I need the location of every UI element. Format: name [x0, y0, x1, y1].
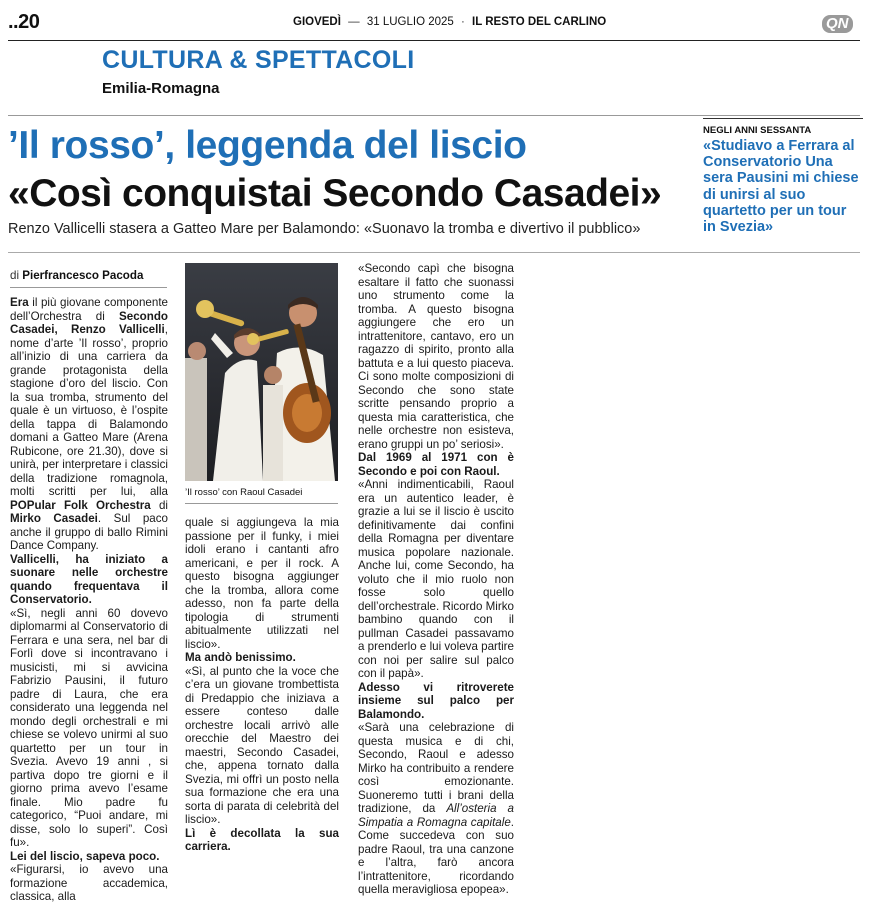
dateline	[293, 16, 606, 28]
section-region: Emilia-Romagna	[102, 80, 220, 97]
article-photo	[185, 263, 338, 481]
section-rule	[8, 115, 860, 116]
interview-answer: «Figurarsi, io avevo una formazione accademica, classica, alla	[10, 863, 168, 903]
body-rule	[8, 252, 860, 253]
photo-illustration	[185, 263, 338, 481]
interview-question	[185, 651, 339, 665]
intro-name: Secondo Casadei, Renzo Vallicelli	[10, 309, 168, 336]
page-number: ..20	[8, 11, 40, 33]
byline-author: Pierfrancesco Pacoda	[22, 269, 144, 282]
question-text: Lei del liscio, sapeva poco.	[10, 849, 160, 863]
intro-paragraph	[10, 296, 168, 553]
dateline-day: GIOVEDÌ	[293, 16, 341, 28]
intro-lead-word: Era	[10, 296, 29, 309]
byline-prefix: di	[10, 269, 20, 282]
pull-quote-rule	[703, 118, 863, 119]
interview-answer	[358, 721, 514, 897]
intro-text-a: il più giovane componente dell’Orchestra di	[10, 296, 168, 323]
question-text: Lì è decollata la sua carriera.	[185, 826, 339, 853]
photo-caption: ’Il rosso’ con Raoul Casadei	[185, 487, 303, 498]
dateline-date: 31 LUGLIO 2025	[366, 16, 454, 28]
article-column-3	[358, 262, 514, 897]
interview-question	[10, 553, 168, 607]
header-rule	[8, 40, 860, 41]
newspaper-name: IL RESTO DEL CARLINO	[472, 16, 607, 28]
pull-quote-kicker: NEGLI ANNI SESSANTA	[703, 125, 812, 136]
interview-question	[358, 681, 514, 722]
dateline-dot: ·	[461, 16, 465, 28]
interview-question	[358, 451, 514, 478]
pull-quote-text: «Studiavo a Ferrara al Conservatorio Una sera Pausini mi chiese di unirsi al suo quartetto per un tour in Svezia»	[703, 138, 859, 236]
section-title: CULTURA & SPETTACOLI	[102, 46, 415, 74]
headline-line-2: «Così conquistai Secondo Casadei»	[8, 172, 662, 215]
byline	[10, 269, 143, 282]
interview-answer: «Sì, al punto che la voce che c’era un giovane trombettista di Predappio che iniziava a essere conteso dalle orchestre locali arrivò alle orecchie del Maestro dei maestri, Secondo Casadei, che, appena tornato dalla Svezia, mi offrì un posto nella sua formazione che era una sorta di parata di celebrità del liscio».	[185, 664, 339, 826]
caption-rule	[185, 503, 338, 504]
article-column-2	[185, 516, 339, 854]
byline-rule	[10, 287, 167, 288]
qn-logo: QN	[822, 15, 853, 33]
dateline-separator: —	[348, 16, 360, 28]
interview-answer: «Sì, negli anni 60 dovevo diplomarmi al Conservatorio di Ferrara e una sera, nel bar di Forlì dove si incontravano i musicisti, mi si avvicina Fabrizio Pausini, il futuro padre di Laura, che era considerato una leggenda nel mondo degli orchestrali e mi chiese se volevo unirmi al suo quartetto per un tour in Svezia. Avevo 19 anni , si partiva dopo tre giorni e il giorno prima avevo l’esame finale. Mio padre fu categorico, “Puoi andare, mi disse, solo lo superi”. Così fu».	[10, 606, 168, 849]
pull-quote-box	[703, 118, 863, 235]
intro-text-c: di	[150, 498, 168, 512]
question-text: Vallicelli, ha iniziato a suonare nelle orchestre quando frequentava il Conservatorio.	[10, 552, 168, 606]
question-text: Ma andò benissimo.	[185, 651, 296, 664]
interview-answer: quale si aggiungeva la mia passione per il funky, i miei idoli erano i cantanti afro americani, e per il rock. A questo bisogna aggiunger che la tromba, allora come adesso, non fa parte della tipologia di strumenti abitualmente utilizzati nel liscio».	[185, 516, 339, 651]
headline-line-1: ’Il rosso’, leggenda del liscio	[8, 124, 527, 167]
intro-text-d: . Sul paco anche il gruppo di ballo Rimini Dance Company.	[10, 512, 169, 552]
interview-question	[10, 850, 168, 864]
intro-text-b: , nome d’arte ’Il rosso’, proprio all’inizio di una carriera da grande protagonista della stagione d’oro del liscio. Con la sua tromba, strumento del quale è un virtuoso, è l’ospite della tappa di Balamondo domani a Gatteo Mare (Arena Rubicone, ore 21.30), dove si unirà, per interpretare i classici della tradizione romagnola, molti scritti per lui, alla	[10, 323, 168, 498]
interview-answer: «Anni indimenticabili, Raoul era un autentico leader, è grazie a lui se il liscio è uscito definitivamente dai confini della Romagna per diventare musica popolare nazionale. Anche lui, come Secondo, ha voluto che il mio ruolo non fosse solo quello dell’orchestrale. Ricordo Mirko bambino quando con il pullman Casadei passavamo a prenderlo e lui voleva partire con noi per salire sul palco con il papà».	[358, 478, 514, 680]
article-column-1	[10, 296, 168, 904]
interview-answer: «Secondo capì che bisogna esaltare il fatto che suonassi uno strumento come la tromba. A questo bisogna aggiungere che ero un intrattenitore, cantavo, ero un ragazzo di spirito, pronto alla battuta e a lui questo piaceva. Ci sono molte composizioni di Secondo che sono state scritte pensando proprio a questa mia caratteristica, che nelle orchestre non esisteva, erano gruppi un po’ seriosi».	[358, 262, 514, 451]
intro-orchestra: POPular Folk Orchestra	[10, 498, 151, 512]
question-text: Dal 1969 al 1971 con è Secondo e poi con Raoul.	[358, 451, 514, 478]
interview-question	[185, 827, 339, 854]
answer-text-a: «Sarà una celebrazione di questa musica e di chi, Secondo, Raoul e adesso Mirko ha contribuito a rendere così emozionante. Suoneremo tutti i brani della tradizione, da	[358, 721, 514, 815]
answer-text-b: . Come succedeva con suo padre Raoul, tra una canzone e l’altra, farò ancora l’intrattenitore, ricordando quella meravigliosa epopea».	[358, 815, 514, 896]
answer-song-titles: All’osteria a Simpatia a Romagna capitale	[358, 802, 514, 829]
intro-mirko: Mirko Casadei	[10, 512, 98, 525]
question-text: Adesso vi ritroverete insieme sul palco per Balamondo.	[358, 680, 514, 721]
article-subtitle: Renzo Vallicelli stasera a Gatteo Mare per Balamondo: «Suonavo la tromba e divertivo il pubblico»	[8, 221, 641, 237]
